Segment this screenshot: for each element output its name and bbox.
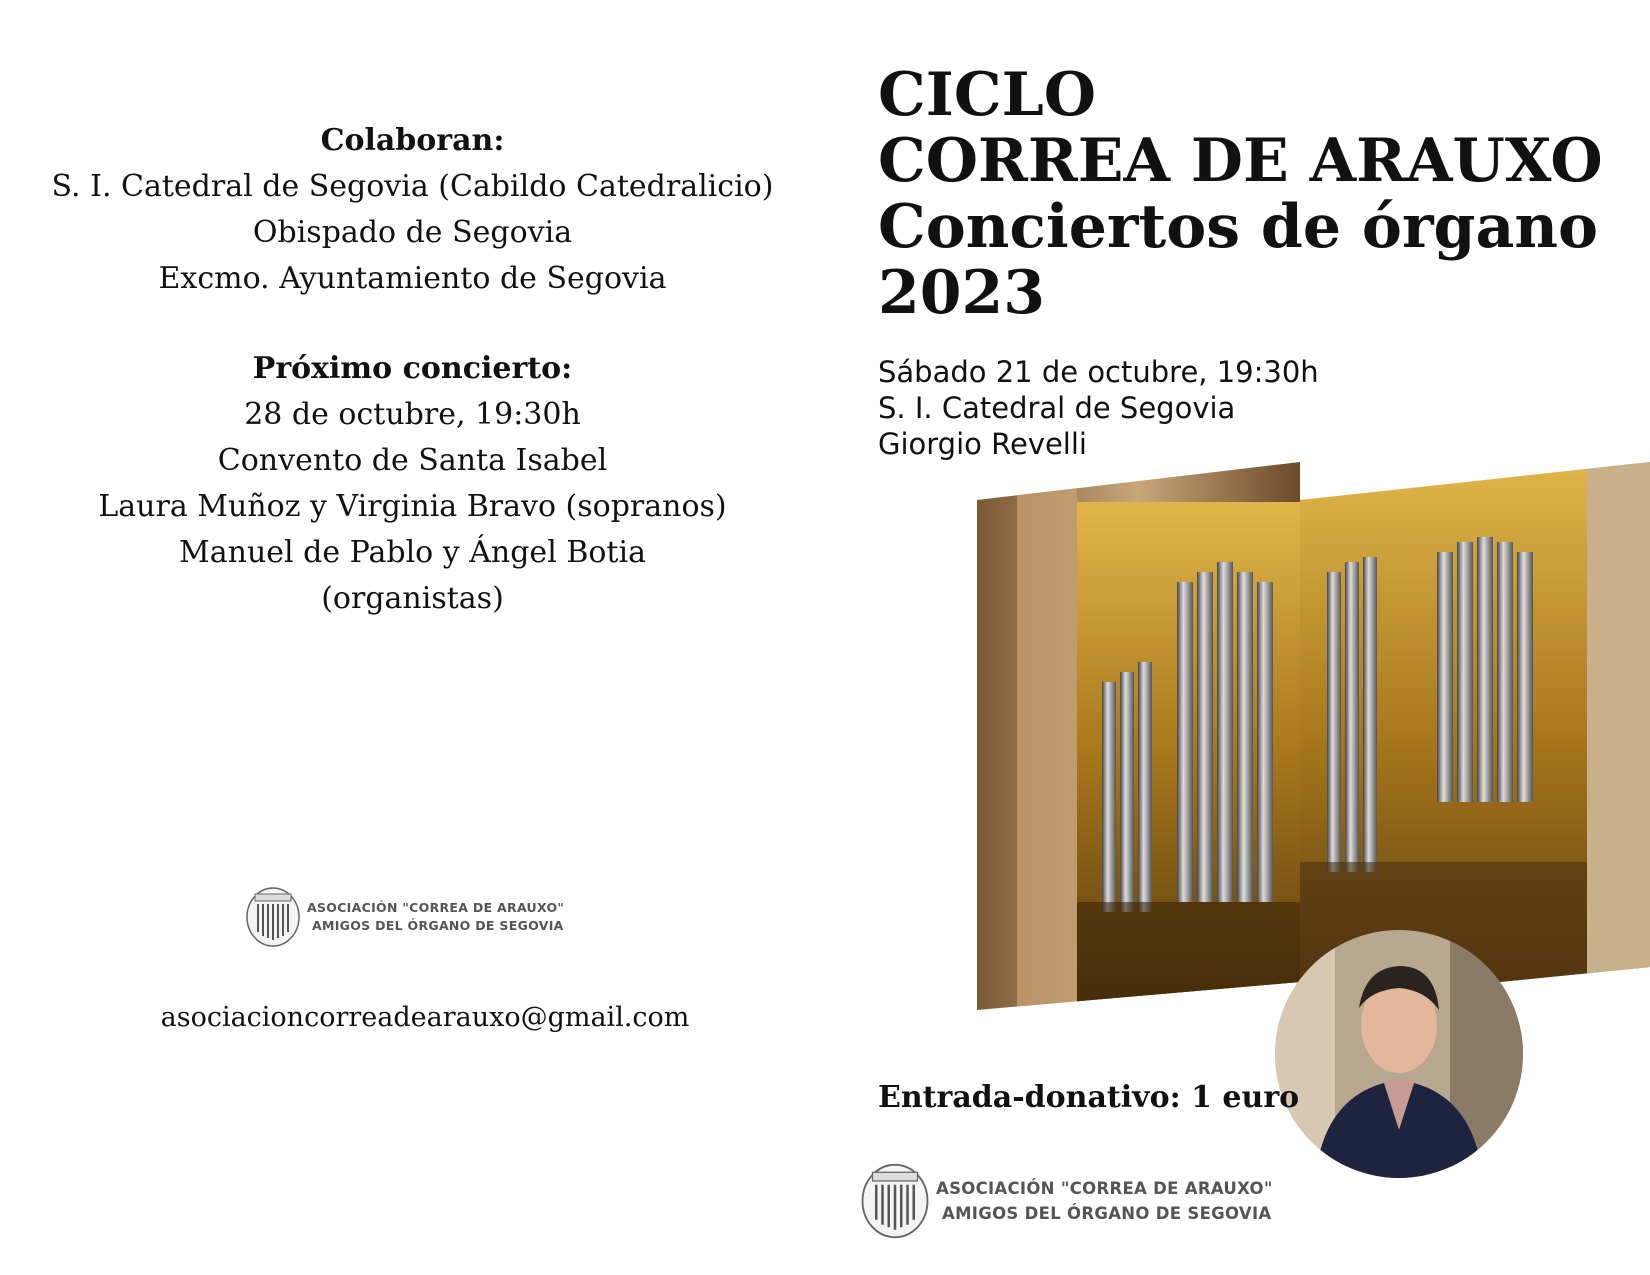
collaborator-line: Obispado de Segovia (252, 215, 573, 250)
next-concert-line: Convento de Santa Isabel (217, 443, 608, 478)
logo-line-2: AMIGOS DEL ÓRGANO DE SEGOVIA (942, 1204, 1272, 1223)
logo-line-2: AMIGOS DEL ÓRGANO DE SEGOVIA (312, 918, 564, 933)
entry-donation: Entrada-donativo: 1 euro (878, 1080, 1300, 1115)
next-concert-line: 28 de octubre, 19:30h (244, 397, 581, 432)
concert-venue: S. I. Catedral de Segovia (878, 391, 1236, 425)
organ-emblem-icon (245, 886, 301, 948)
next-concert-line: (organistas) (321, 581, 504, 616)
title-line: CICLO (878, 60, 1097, 130)
title-line: Conciertos de órgano (878, 192, 1599, 262)
concert-performer: Giorgio Revelli (878, 427, 1087, 461)
performer-portrait (1275, 930, 1523, 1178)
concert-date: Sábado 21 de octubre, 19:30h (878, 355, 1319, 389)
title-line: CORREA DE ARAUXO (878, 126, 1603, 196)
title-block (878, 62, 1603, 326)
title-line: 2023 (878, 258, 1045, 328)
collaborator-line: Excmo. Ayuntamiento de Segovia (158, 261, 667, 296)
organ-emblem-icon (860, 1160, 930, 1242)
right-panel (825, 0, 1650, 1275)
contact-email: asociacioncorreadearauxo@gmail.com (160, 1002, 690, 1033)
next-concert-line: Laura Muñoz y Virginia Bravo (sopranos) (98, 489, 727, 524)
next-concert-line: Manuel de Pablo y Ángel Botia (179, 535, 646, 570)
logo-line-1: ASOCIACIÓN "CORREA DE ARAUXO" (307, 900, 565, 915)
collaborators-heading: Colaboran: (320, 123, 505, 158)
next-concert-heading: Próximo concierto: (252, 351, 573, 386)
next-concert-section (0, 346, 825, 622)
organ-photo (977, 462, 1650, 1010)
association-logo-large (860, 1160, 1273, 1242)
concert-info (878, 354, 1319, 462)
collaborators-section (0, 118, 825, 302)
association-logo (245, 886, 564, 948)
logo-line-1: ASOCIACIÓN "CORREA DE ARAUXO" (936, 1179, 1273, 1198)
collaborator-line: S. I. Catedral de Segovia (Cabildo Catedralicio) (51, 169, 774, 204)
